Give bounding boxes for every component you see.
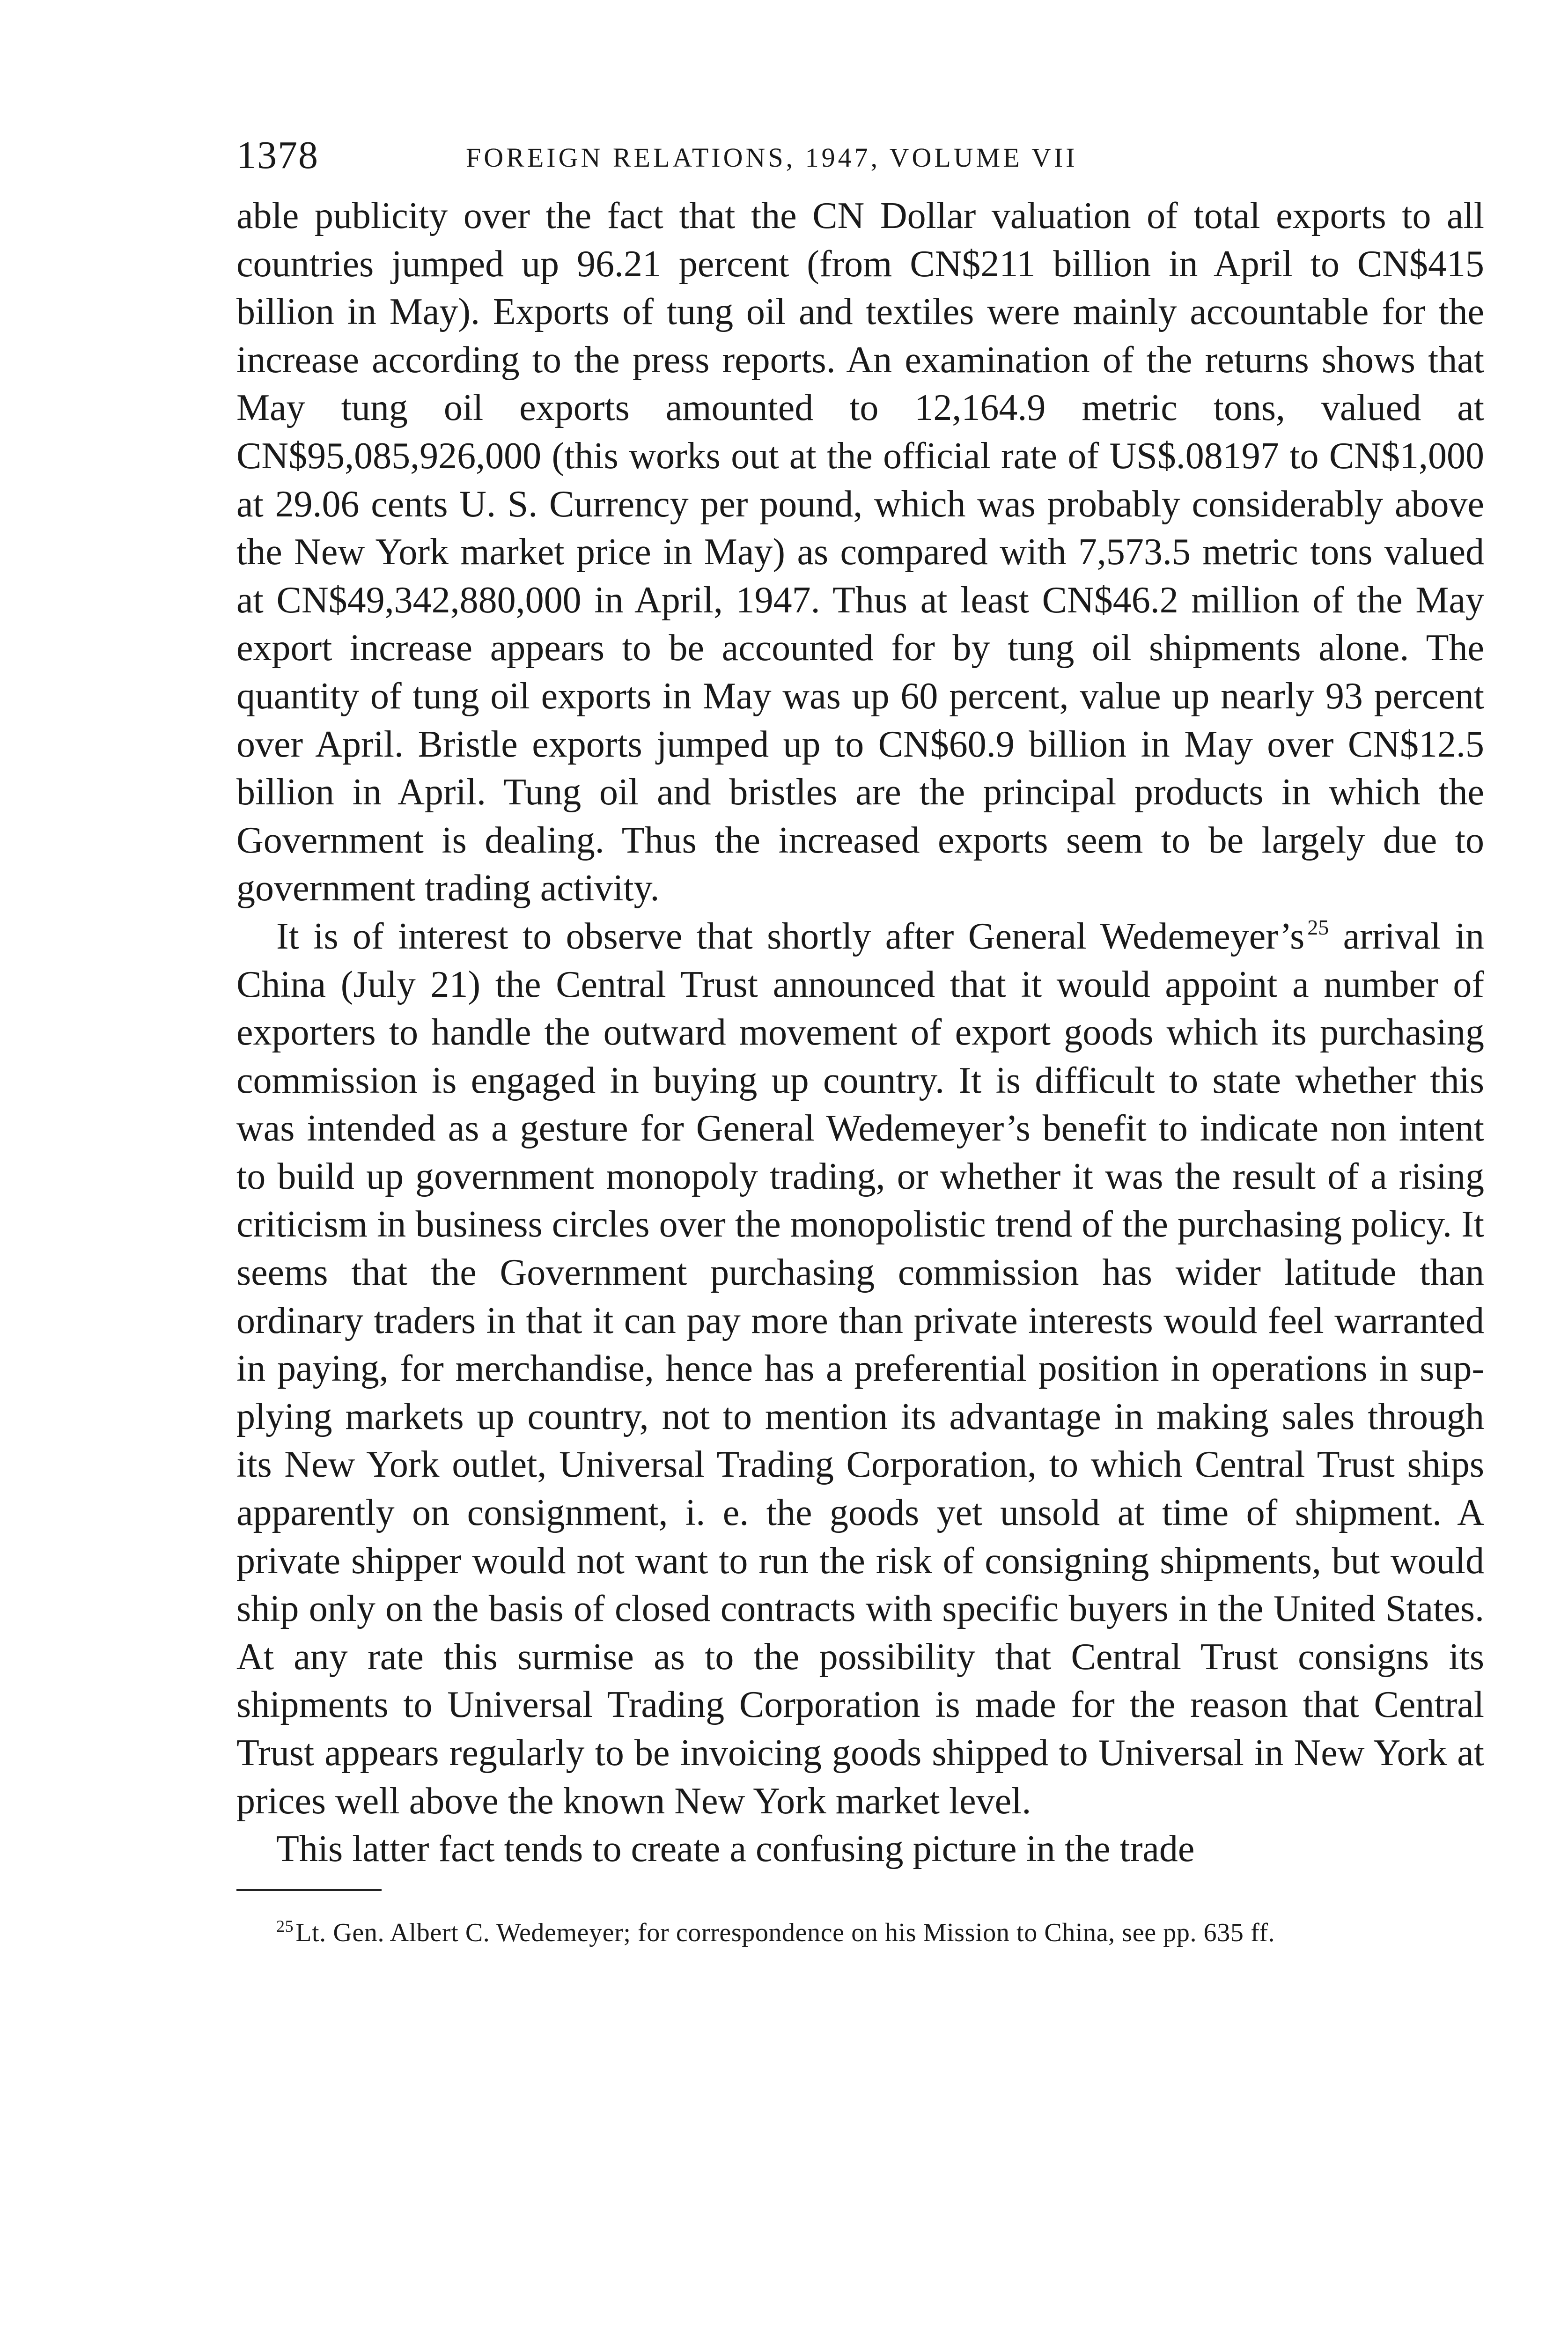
running-head — [236, 133, 1484, 192]
paragraph-2-continuation-text: arrival in China (July 21) the Central Trust announced that it would appoint a number of exporters to handle the outward movement of export goods which its purchasing commission is engaged in buying up country. It is difficult to state whether this was intended as a gesture for General Wedemeyer’s benefit to indicate non intent to build up government monopoly trading, or whether it was the result of a rising criticism in business circles over the monopolistic trend of the purchasing policy. It seems that the Government purchasing commission has wider latitude than ordinary traders in that it can pay more than private interests would feel warranted in paying, for merchandise, hence has a preferential position in operations in supplying markets up country, not to mention its advantage in making sales through its New York outlet, Universal Trading Corporation, to which Central Trust ships apparently on consignment, i. e. the goods yet unsold at time of shipment. A private shipper would not want to run the risk of consigning shipments, but would ship only on the basis of closed contracts with specific buyers in the United States. At any rate this surmise as to the possibility that Central Trust consigns its shipments to Universal Trading Corporation is made for the reason that Central Trust appears regularly to be invoicing goods shipped to Universal in New York at prices well above the known New York market level. — [236, 915, 1484, 1822]
footnote-reference-25[interactable]: 25 — [1307, 915, 1329, 939]
running-title: FOREIGN RELATIONS, 1947, VOLUME VII — [466, 142, 1078, 173]
body-paragraph-2 — [236, 913, 1484, 1825]
footnote-25 — [236, 1915, 1484, 1950]
footnote-number: 25 — [276, 1916, 294, 1936]
footnote-text: Lt. Gen. Albert C. Wedemeyer; for correspondence on his Mission to China, see pp. 635 ff. — [295, 1918, 1275, 1947]
body-paragraph-1: able publicity over the fact that the CN Dollar valuation of total exports to all countries jumped up 96.21 percent (from CN$211 billion in April to CN$415 billion in May). Exports of tung oil and textiles were mainly accountable for the increase according to the press reports. An examination of the returns shows that May tung oil exports amounted to 12,164.9 metric tons, valued at CN$95,085,926,000 (this works out at the official rate of US$.08197 to CN$1,000 at 29.06 cents U. S. Currency per pound, which was probably considerably above the New York market price in May) as compared with 7,573.5 metric tons valued at CN$49,342,880,000 in April, 1947. Thus at least CN$46.2 million of the May export increase appears to be accounted for by tung oil shipments alone. The quantity of tung oil exports in May was up 60 percent, value up nearly 93 percent over April. Bristle exports jumped up to CN$60.9 billion in May over CN$12.5 billion in April. Tung oil and bristles are the principal products in which the Government is dealing. Thus the increased exports seem to be largely due to government trading activity. — [236, 195, 1484, 909]
footnote-divider — [236, 1889, 382, 1891]
body-paragraph-3: This latter fact tends to create a confusing picture in the trade — [276, 1828, 1195, 1870]
paragraph-2-lead-text: It is of interest to observe that shortly after General Wedemeyer’s — [276, 915, 1305, 957]
page-number: 1378 — [236, 133, 319, 177]
document-page — [236, 133, 1484, 1950]
